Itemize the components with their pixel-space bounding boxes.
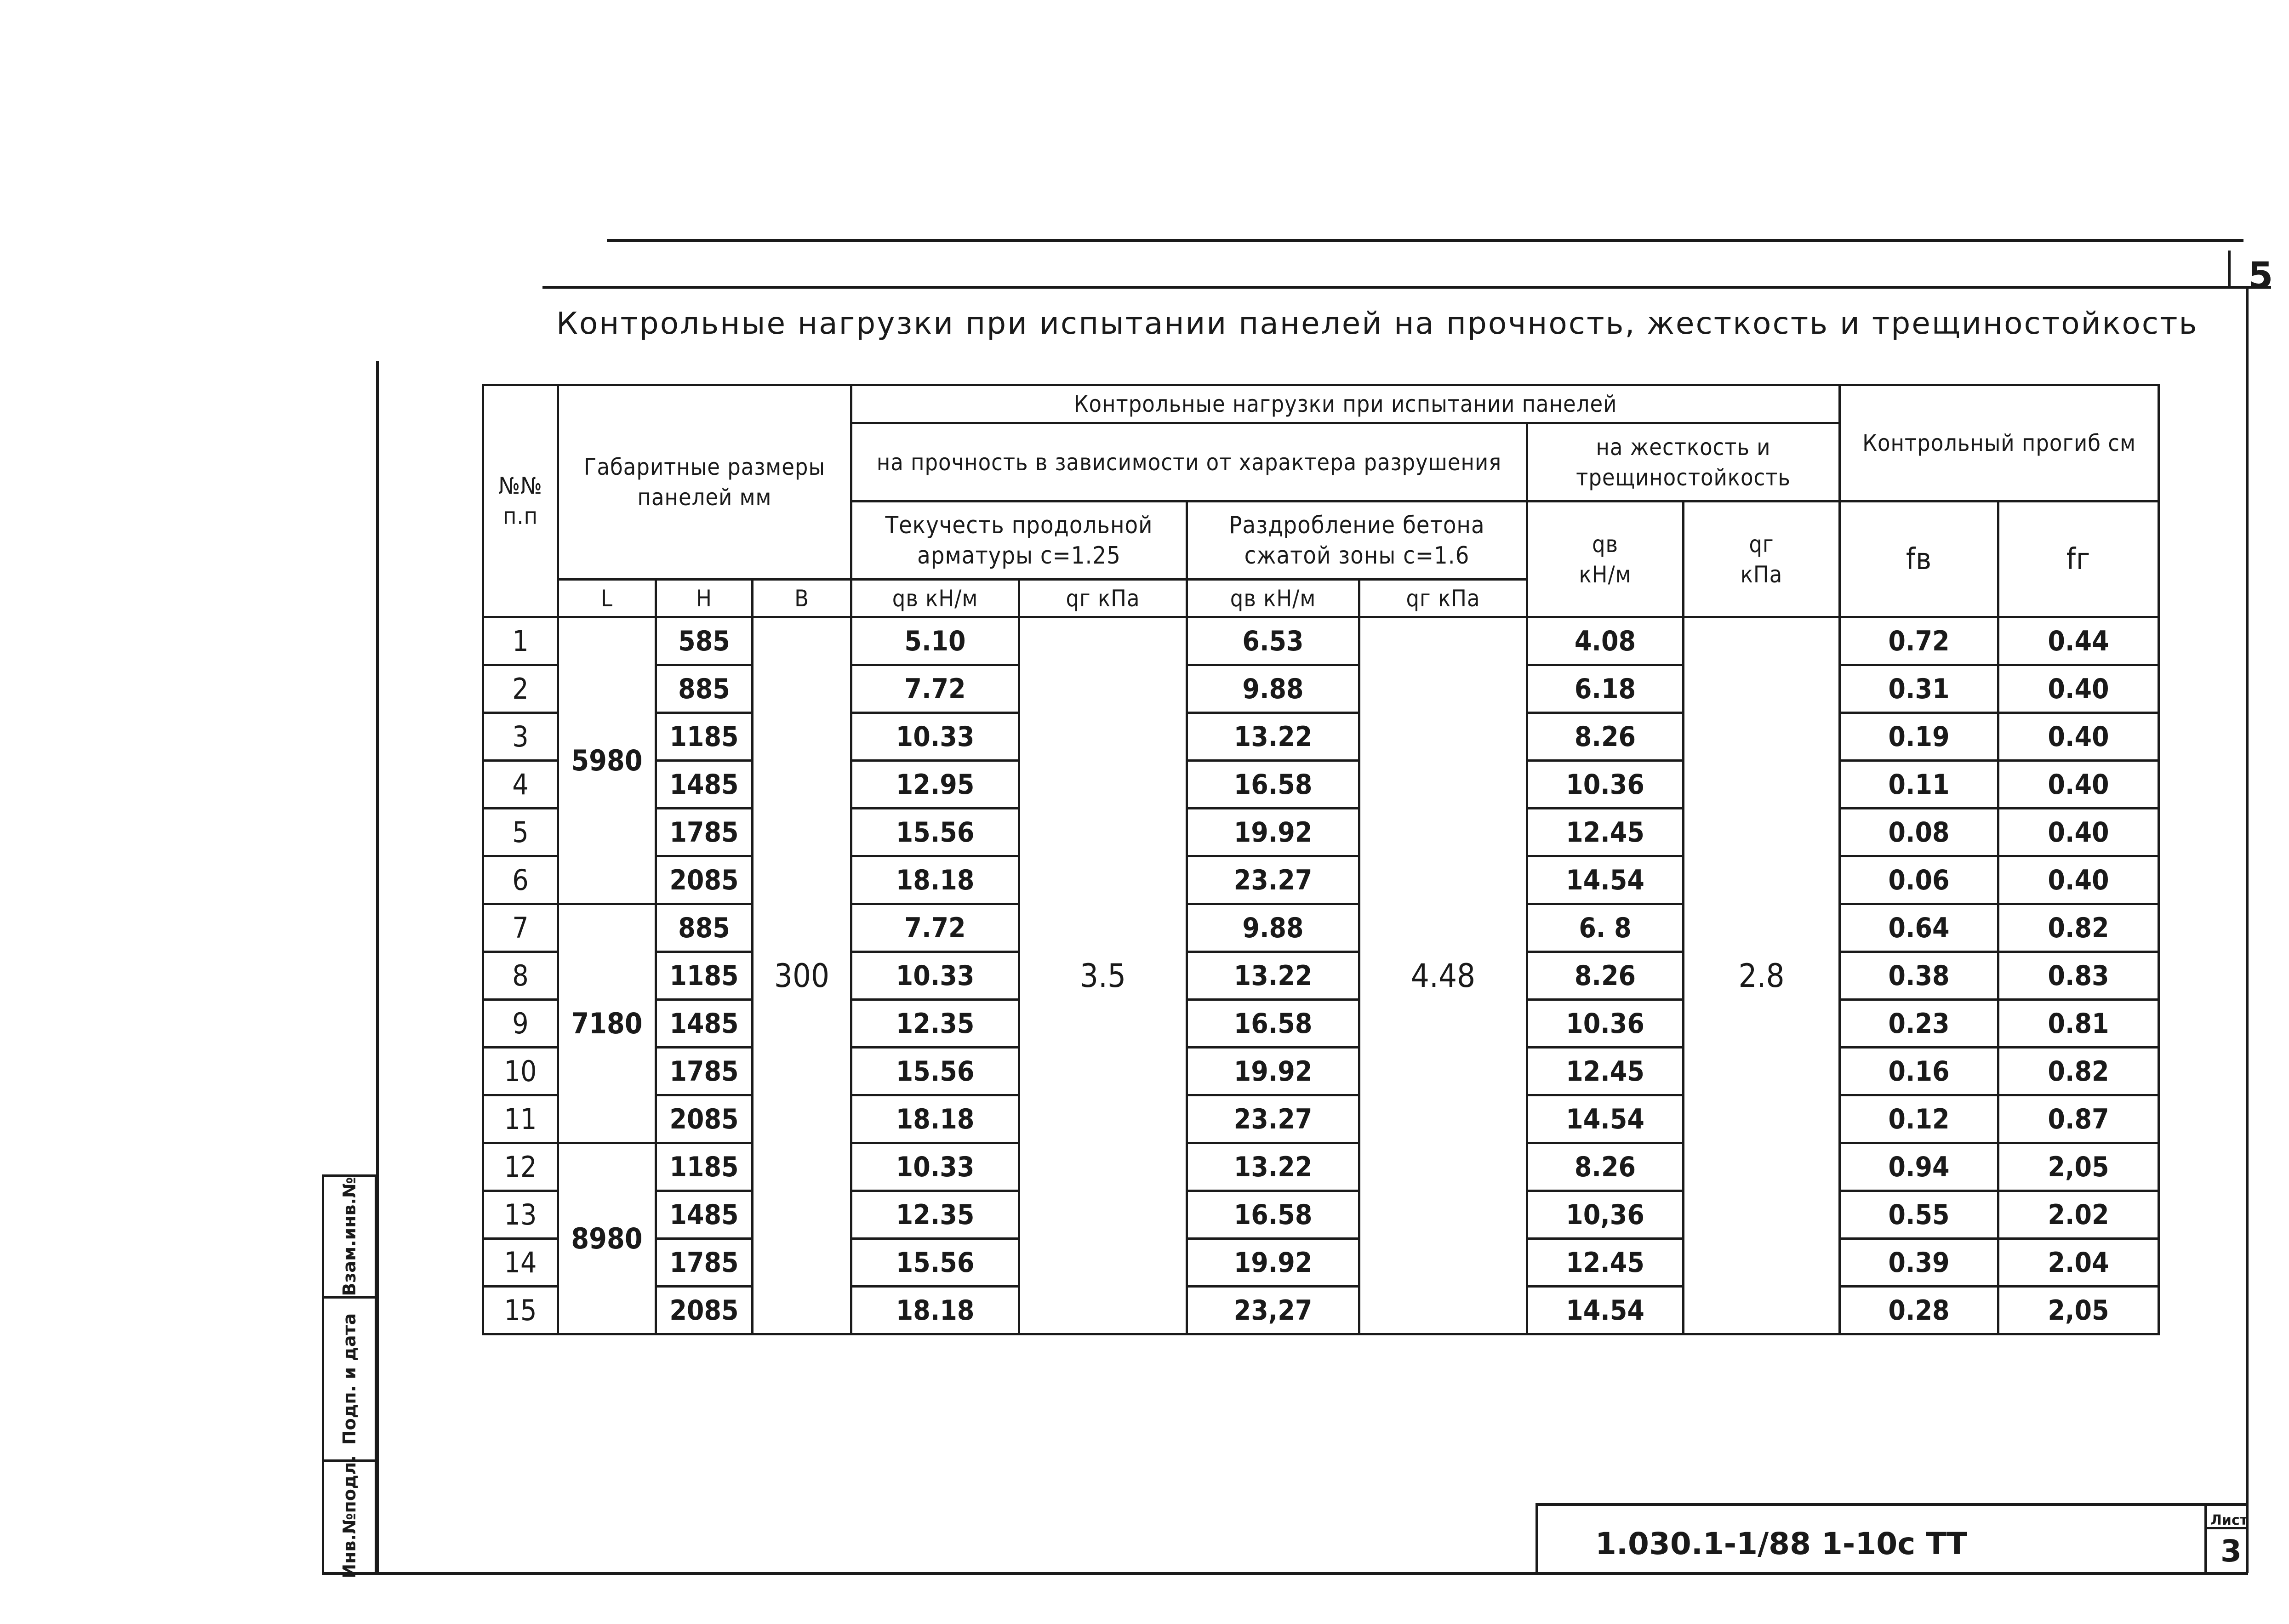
cell-crush-qb: 19.92 (1187, 1239, 1359, 1287)
cell-num: 13 (483, 1191, 558, 1239)
cell-yield-qb: 15.56 (851, 1239, 1019, 1287)
header-strength: на прочность в зависимости от характера разрушения (851, 423, 1527, 501)
frame-right-tab (2228, 251, 2231, 287)
cell-yield-qb: 18.18 (851, 856, 1019, 904)
table-row (483, 761, 2159, 809)
table-row (483, 1287, 2159, 1334)
cell-crush-qb: 9.88 (1187, 904, 1359, 952)
cell-H: 1485 (656, 1191, 753, 1239)
cell-L-group: 5980 (558, 617, 656, 904)
cell-H: 1185 (656, 1143, 753, 1191)
cell-crush-qb: 23.27 (1187, 1095, 1359, 1143)
cell-stiff-qv: 6. 8 (1527, 904, 1684, 952)
cell-fg: 0.44 (1998, 617, 2159, 665)
sheet-number: 3 (2221, 1533, 2242, 1569)
cell-stiff-qv: 14.54 (1527, 1287, 1684, 1334)
cell-num: 1 (483, 617, 558, 665)
cell-stiff-qv: 14.54 (1527, 856, 1684, 904)
cell-fb: 0.39 (1840, 1239, 1998, 1287)
cell-H: 1785 (656, 1048, 753, 1095)
stamp-vzam-inv-label: Взам.инв.№ (339, 1177, 360, 1296)
header-qv (1527, 501, 1684, 617)
table-row (483, 904, 2159, 952)
cell-H: 1185 (656, 952, 753, 1000)
cell-fg: 2.02 (1998, 1191, 2159, 1239)
cell-H: 1185 (656, 713, 753, 761)
cell-num: 4 (483, 761, 558, 809)
cell-fb: 0.94 (1840, 1143, 1998, 1191)
cell-B: 300 (753, 617, 851, 1334)
table-row (483, 617, 2159, 665)
cell-num: 11 (483, 1095, 558, 1143)
header-crush: Раздробление бетона сжатой зоны c=1.6 (1187, 501, 1527, 580)
header-fb: fв (1840, 501, 1998, 617)
cell-H: 1485 (656, 761, 753, 809)
cell-crush-qb: 19.92 (1187, 809, 1359, 856)
page-title: Контрольные нагрузки при испытании панелей на прочность, жесткость и трещиностойкость (556, 306, 2198, 341)
header-dimensions: Габаритные размеры панелей мм (558, 385, 851, 580)
frame-right-line (2246, 286, 2249, 1573)
header-stiffness: на жесткость и трещиностойкость (1527, 423, 1840, 501)
header-crush-qb: qв кН/м (1187, 580, 1359, 617)
cell-fb: 0.08 (1840, 809, 1998, 856)
frame-bottom-line (322, 1572, 2248, 1575)
table-row (483, 856, 2159, 904)
cell-num: 14 (483, 1239, 558, 1287)
cell-stiff-qv: 10.36 (1527, 761, 1684, 809)
cell-fg: 2.04 (1998, 1239, 2159, 1287)
cell-fg: 0.87 (1998, 1095, 2159, 1143)
stamp-vzam-inv (322, 1174, 377, 1299)
cell-yield-qb: 7.72 (851, 665, 1019, 713)
cell-yield-qg: 3.5 (1019, 617, 1187, 1334)
cell-stiff-qv: 14.54 (1527, 1095, 1684, 1143)
table-row (483, 1143, 2159, 1191)
cell-fg: 0.82 (1998, 904, 2159, 952)
cell-fb: 0.23 (1840, 1000, 1998, 1048)
cell-crush-qb: 23.27 (1187, 856, 1359, 904)
qg-symbol: qг (1749, 530, 1774, 558)
cell-stiff-qg: 2.8 (1684, 617, 1840, 1334)
cell-stiff-qv: 12.45 (1527, 1048, 1684, 1095)
cell-num: 8 (483, 952, 558, 1000)
cell-crush-qb: 16.58 (1187, 761, 1359, 809)
cell-crush-qb: 13.22 (1187, 713, 1359, 761)
cell-stiff-qv: 8.26 (1527, 713, 1684, 761)
cell-stiff-qv: 10,36 (1527, 1191, 1684, 1239)
qv-unit: кН/м (1579, 561, 1632, 588)
cell-H: 2085 (656, 1095, 753, 1143)
cell-fb: 0.38 (1840, 952, 1998, 1000)
header-num: №№ п.п (483, 385, 558, 617)
title-block-top-line (1536, 1503, 2247, 1506)
header-H: H (656, 580, 753, 617)
table-row (483, 1239, 2159, 1287)
cell-crush-qb: 16.58 (1187, 1000, 1359, 1048)
sheet-label: Лист (2210, 1512, 2248, 1528)
cell-num: 3 (483, 713, 558, 761)
cell-yield-qb: 10.33 (851, 713, 1019, 761)
cell-yield-qb: 12.35 (851, 1191, 1019, 1239)
cell-H: 1785 (656, 809, 753, 856)
cell-H: 2085 (656, 1287, 753, 1334)
table-row (483, 1191, 2159, 1239)
cell-H: 2085 (656, 856, 753, 904)
cell-num: 6 (483, 856, 558, 904)
cell-num: 10 (483, 1048, 558, 1095)
cell-fg: 2,05 (1998, 1143, 2159, 1191)
cell-fb: 0.31 (1840, 665, 1998, 713)
cell-fb: 0.11 (1840, 761, 1998, 809)
cell-fb: 0.12 (1840, 1095, 1998, 1143)
cell-fg: 0.83 (1998, 952, 2159, 1000)
header-crush-qg: qг кПа (1359, 580, 1527, 617)
cell-fb: 0.72 (1840, 617, 1998, 665)
table-row (483, 713, 2159, 761)
cell-fg: 0.40 (1998, 761, 2159, 809)
stamp-sign-date-label: Подп. и дата (339, 1313, 360, 1445)
stamp-inv-orig-label: Инв.№подл. (339, 1455, 360, 1578)
table-row (483, 809, 2159, 856)
cell-yield-qb: 10.33 (851, 952, 1019, 1000)
cell-num: 7 (483, 904, 558, 952)
frame-top-line (542, 286, 2271, 289)
cell-yield-qb: 7.72 (851, 904, 1019, 952)
header-B: B (753, 580, 851, 617)
cell-crush-qg: 4.48 (1359, 617, 1527, 1334)
cell-fg: 0.40 (1998, 665, 2159, 713)
cell-crush-qb: 13.22 (1187, 1143, 1359, 1191)
cell-fg: 0.40 (1998, 809, 2159, 856)
document-code: 1.030.1-1/88 1-10с ТТ (1595, 1526, 1968, 1561)
stamp-sign-date (322, 1296, 377, 1462)
cell-num: 5 (483, 809, 558, 856)
header-L: L (558, 580, 656, 617)
page-number: 5 (2248, 255, 2273, 296)
cell-fg: 0.40 (1998, 713, 2159, 761)
header-yield-qb: qв кН/м (851, 580, 1019, 617)
cell-crush-qb: 16.58 (1187, 1191, 1359, 1239)
cell-stiff-qv: 8.26 (1527, 952, 1684, 1000)
cell-num: 15 (483, 1287, 558, 1334)
header-yield: Текучесть продольной арматуры c=1.25 (851, 501, 1187, 580)
cell-yield-qb: 5.10 (851, 617, 1019, 665)
qg-unit: кПа (1740, 561, 1783, 588)
qv-symbol: qв (1592, 530, 1619, 558)
cell-H: 1485 (656, 1000, 753, 1048)
table-row (483, 1048, 2159, 1095)
top-rule (607, 239, 2243, 242)
cell-yield-qb: 10.33 (851, 1143, 1019, 1191)
cell-fg: 0.82 (1998, 1048, 2159, 1095)
cell-num: 12 (483, 1143, 558, 1191)
cell-yield-qb: 18.18 (851, 1095, 1019, 1143)
cell-yield-qb: 15.56 (851, 809, 1019, 856)
cell-fb: 0.06 (1840, 856, 1998, 904)
header-qg (1684, 501, 1840, 617)
stamp-inv-orig (322, 1455, 377, 1578)
table-row (483, 665, 2159, 713)
cell-yield-qb: 15.56 (851, 1048, 1019, 1095)
cell-fb: 0.16 (1840, 1048, 1998, 1095)
table-row (483, 1000, 2159, 1048)
cell-stiff-qv: 10.36 (1527, 1000, 1684, 1048)
cell-fb: 0.28 (1840, 1287, 1998, 1334)
cell-fg: 0.81 (1998, 1000, 2159, 1048)
cell-fg: 0.40 (1998, 856, 2159, 904)
cell-num: 9 (483, 1000, 558, 1048)
cell-stiff-qv: 8.26 (1527, 1143, 1684, 1191)
cell-fb: 0.64 (1840, 904, 1998, 952)
cell-fg: 2,05 (1998, 1287, 2159, 1334)
header-deflection: Контрольный прогиб см (1840, 385, 2159, 501)
cell-H: 885 (656, 665, 753, 713)
cell-yield-qb: 12.95 (851, 761, 1019, 809)
cell-L-group: 8980 (558, 1143, 656, 1334)
cell-yield-qb: 18.18 (851, 1287, 1019, 1334)
cell-H: 585 (656, 617, 753, 665)
title-block-left-line (1536, 1503, 1538, 1573)
cell-fb: 0.55 (1840, 1191, 1998, 1239)
cell-crush-qb: 23,27 (1187, 1287, 1359, 1334)
cell-crush-qb: 9.88 (1187, 665, 1359, 713)
cell-H: 1785 (656, 1239, 753, 1287)
cell-crush-qb: 19.92 (1187, 1048, 1359, 1095)
cell-H: 885 (656, 904, 753, 952)
cell-stiff-qv: 4.08 (1527, 617, 1684, 665)
cell-fb: 0.19 (1840, 713, 1998, 761)
header-control-loads: Контрольные нагрузки при испытании панелей (851, 385, 1840, 423)
table-row (483, 952, 2159, 1000)
cell-num: 2 (483, 665, 558, 713)
cell-stiff-qv: 12.45 (1527, 1239, 1684, 1287)
cell-stiff-qv: 12.45 (1527, 809, 1684, 856)
control-loads-table (482, 384, 2160, 1335)
cell-stiff-qv: 6.18 (1527, 665, 1684, 713)
cell-yield-qb: 12.35 (851, 1000, 1019, 1048)
table-body (483, 617, 2159, 1334)
header-fg: fг (1998, 501, 2159, 617)
cell-crush-qb: 13.22 (1187, 952, 1359, 1000)
table-row (483, 1095, 2159, 1143)
sheet-box-left-line (2204, 1503, 2207, 1573)
cell-L-group: 7180 (558, 904, 656, 1143)
cell-crush-qb: 6.53 (1187, 617, 1359, 665)
header-yield-qg: qг кПа (1019, 580, 1187, 617)
